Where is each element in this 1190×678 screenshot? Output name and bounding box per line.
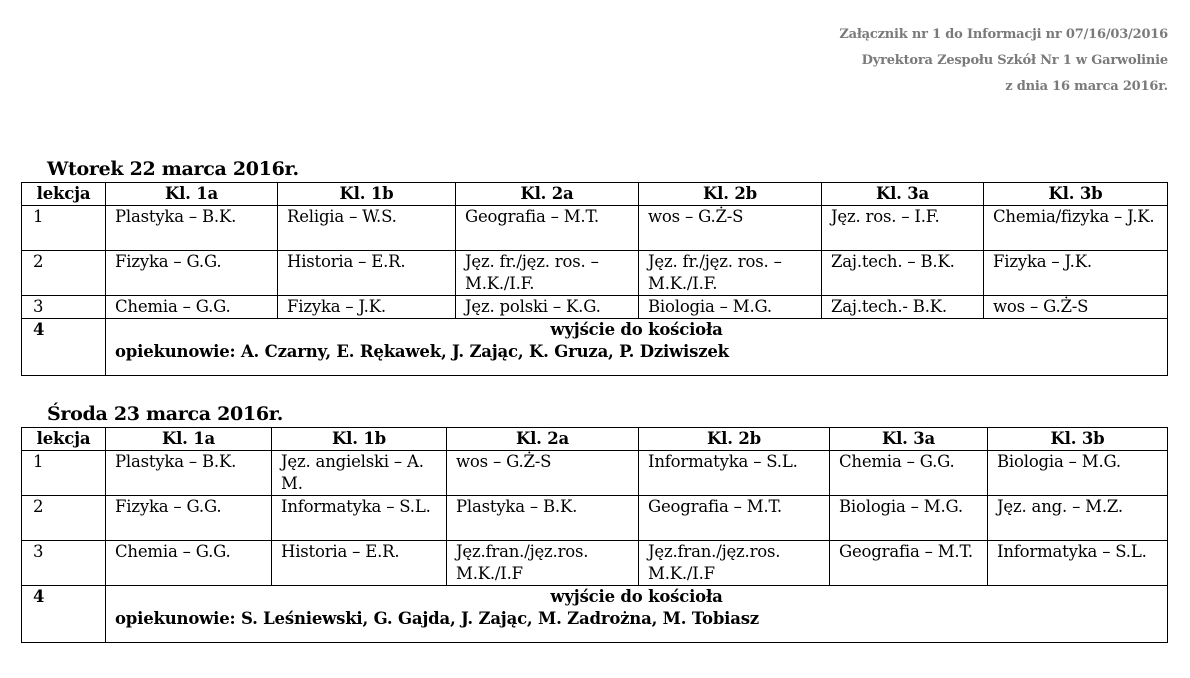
table-cell: Informatyka – S.L. — [272, 496, 447, 541]
table-cell: Informatyka – S.L. — [639, 451, 830, 496]
table-cell: Jęz. fr./jęz. ros. – M.K./I.F. — [456, 251, 639, 296]
table-cell: Chemia – G.G. — [830, 451, 988, 496]
table-row — [22, 206, 1168, 251]
table-cell: Historia – E.R. — [272, 541, 447, 586]
header-cell-1b: Kl. 1b — [272, 428, 447, 451]
header-line-date: z dnia 16 marca 2016r. — [1005, 79, 1168, 94]
header-cell-2b: Kl. 2b — [639, 428, 830, 451]
header-cell-2a: Kl. 2a — [456, 183, 639, 206]
table-cell: Jęz.fran./jęz.ros. M.K./I.F — [447, 541, 639, 586]
table-cell: Jęz. angielski – A. M. — [272, 451, 447, 496]
lesson-number: 1 — [22, 451, 106, 496]
event-title: wyjście do kościoła — [550, 587, 723, 606]
header-cell-lesson: lekcja — [22, 428, 106, 451]
table-cell: Jęz. ang. – M.Z. — [988, 496, 1168, 541]
table-cell: Chemia – G.G. — [106, 541, 272, 586]
header-cell-1a: Kl. 1a — [106, 428, 272, 451]
day-title-wednesday: Środa 23 marca 2016r. — [47, 403, 284, 425]
table-cell: Fizyka – G.G. — [106, 496, 272, 541]
table-row-special — [22, 319, 1168, 376]
document-header — [468, 22, 1168, 100]
table-cell: Zaj.tech. – B.K. — [822, 251, 984, 296]
table-cell: Biologia – M.G. — [639, 296, 822, 319]
lesson-number: 1 — [22, 206, 106, 251]
table-row — [22, 296, 1168, 319]
guardians-list: opiekunowie: S. Leśniewski, G. Gajda, J. Zając, M. Zadrożna, M. Tobiasz — [115, 609, 759, 628]
table-cell: Biologia – M.G. — [988, 451, 1168, 496]
table-cell: Geografia – M.T. — [639, 496, 830, 541]
table-cell: Jęz. ros. – I.F. — [822, 206, 984, 251]
table-cell: wos – G.Ż-S — [984, 296, 1168, 319]
header-cell-3a: Kl. 3a — [830, 428, 988, 451]
header-cell-2b: Kl. 2b — [639, 183, 822, 206]
table-cell: Geografia – M.T. — [830, 541, 988, 586]
table-cell: Fizyka – J.K. — [984, 251, 1168, 296]
table-row — [22, 251, 1168, 296]
header-cell-3b: Kl. 3b — [984, 183, 1168, 206]
header-cell-2a: Kl. 2a — [447, 428, 639, 451]
table-cell: Fizyka – J.K. — [278, 296, 456, 319]
lesson-number: 4 — [22, 319, 106, 376]
event-cell — [106, 319, 1168, 376]
table-cell: Zaj.tech.- B.K. — [822, 296, 984, 319]
schedule-table-tuesday — [21, 182, 1168, 376]
table-cell: Chemia – G.G. — [106, 296, 278, 319]
table-cell: Jęz.fran./jęz.ros. M.K./I.F — [639, 541, 830, 586]
event-title: wyjście do kościoła — [550, 320, 723, 339]
day-title-tuesday: Wtorek 22 marca 2016r. — [47, 158, 299, 180]
table-row-special — [22, 586, 1168, 643]
table-cell: Plastyka – B.K. — [106, 451, 272, 496]
table-cell: Informatyka – S.L. — [988, 541, 1168, 586]
table-row — [22, 496, 1168, 541]
lesson-number: 3 — [22, 541, 106, 586]
header-line-attachment: Załącznik nr 1 do Informacji nr 07/16/03/2016 — [839, 27, 1168, 42]
guardians-list: opiekunowie: A. Czarny, E. Rękawek, J. Zając, K. Gruza, P. Dziwiszek — [115, 342, 729, 361]
table-cell: Historia – E.R. — [278, 251, 456, 296]
table-cell: Geografia – M.T. — [456, 206, 639, 251]
table-cell: Plastyka – B.K. — [447, 496, 639, 541]
header-cell-lesson: lekcja — [22, 183, 106, 206]
table-row — [22, 451, 1168, 496]
table-row — [22, 541, 1168, 586]
table-cell: Plastyka – B.K. — [106, 206, 278, 251]
table-cell: Jęz. polski – K.G. — [456, 296, 639, 319]
header-cell-3a: Kl. 3a — [822, 183, 984, 206]
table-cell: Chemia/fizyka – J.K. — [984, 206, 1168, 251]
header-line-director: Dyrektora Zespołu Szkół Nr 1 w Garwolinie — [861, 53, 1168, 68]
lesson-number: 3 — [22, 296, 106, 319]
table-cell: Biologia – M.G. — [830, 496, 988, 541]
table-cell: wos – G.Ż-S — [639, 206, 822, 251]
table-cell: wos – G.Ż-S — [447, 451, 639, 496]
header-cell-3b: Kl. 3b — [988, 428, 1168, 451]
lesson-number: 2 — [22, 496, 106, 541]
header-cell-1a: Kl. 1a — [106, 183, 278, 206]
table-header-row — [22, 183, 1168, 206]
table-cell: Jęz. fr./jęz. ros. – M.K./I.F. — [639, 251, 822, 296]
table-header-row — [22, 428, 1168, 451]
schedule-table-wednesday — [21, 427, 1168, 643]
lesson-number: 4 — [22, 586, 106, 643]
table-cell: Religia – W.S. — [278, 206, 456, 251]
table-cell: Fizyka – G.G. — [106, 251, 278, 296]
event-cell — [106, 586, 1168, 643]
header-cell-1b: Kl. 1b — [278, 183, 456, 206]
lesson-number: 2 — [22, 251, 106, 296]
